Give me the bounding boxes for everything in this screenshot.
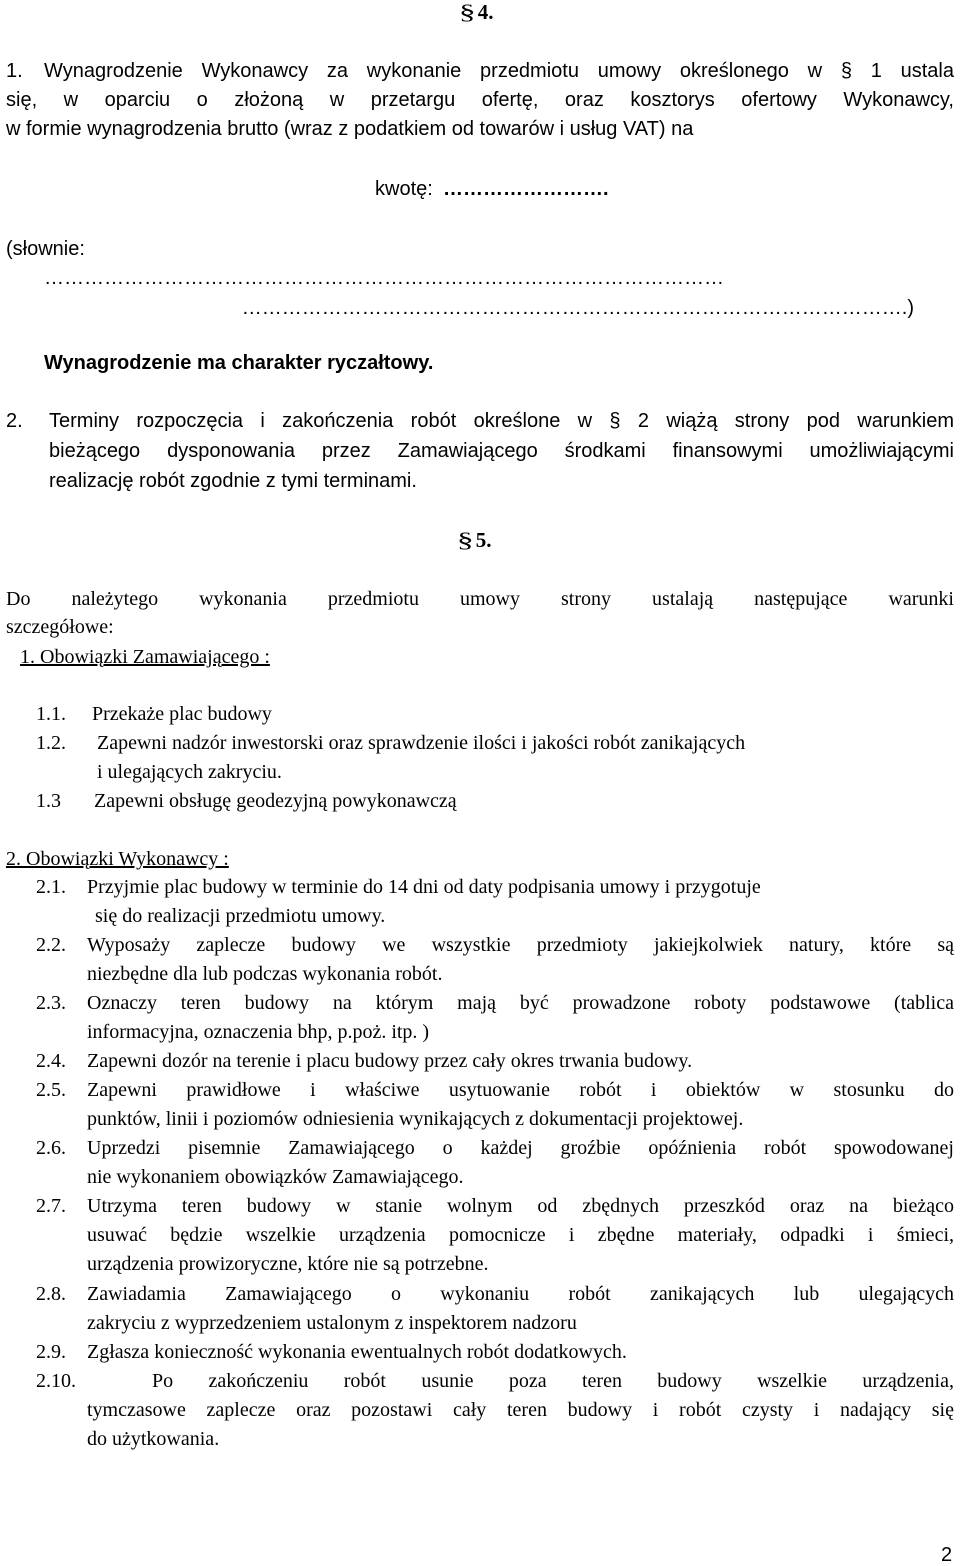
- item-number: 1.1.: [36, 703, 66, 725]
- amount-field: …………………….: [443, 178, 609, 200]
- paragraph-1-line-2: się, w oparciu o złożoną w przetargu ofertę, oraz kosztorys ofertowy Wykonawcy,: [6, 89, 954, 111]
- words-label: (słownie:: [6, 238, 85, 260]
- item-number: 2.7.: [36, 1195, 66, 1217]
- amount-label: kwotę:: [375, 178, 433, 200]
- item-text: Oznaczy teren budowy na którym mają być prowadzone roboty podstawowe (tablica: [87, 992, 954, 1014]
- item-text: Uprzedzi pisemnie Zamawiającego o każdej groźbie opóźnienia robót spowodowanej: [87, 1137, 954, 1159]
- item-text: Zapewni obsługę geodezyjną powykonawczą: [94, 790, 457, 812]
- item-number: 2.5.: [36, 1079, 66, 1101]
- item-text: Wyposaży zaplecze budowy we wszystkie przedmioty jakiejkolwiek natury, które są: [87, 934, 954, 956]
- item-number: 2.3.: [36, 992, 66, 1014]
- item-number: 2.1.: [36, 876, 66, 898]
- item-text: tymczasowe zaplecze oraz pozostawi cały teren budowy i robót czysty i nadający się: [87, 1399, 954, 1421]
- item-number: 1.3: [36, 790, 61, 812]
- item-text: Zapewni nadzór inwestorski oraz sprawdzenie ilości i jakości robót zanikających: [97, 732, 746, 754]
- item-number: 2.2.: [36, 934, 66, 956]
- item-number: 2.4.: [36, 1050, 66, 1072]
- item-text: i ulegających zakryciu.: [97, 761, 282, 783]
- item-text: do użytkowania.: [87, 1428, 220, 1450]
- item-text: usuwać będzie wszelkie urządzenia pomocnicze i zbędne materiały, odpadki i śmieci,: [87, 1224, 954, 1246]
- paragraph-1-line-1: Wynagrodzenie Wykonawcy za wykonanie przedmiotu umowy określonego w § 1 ustala: [44, 60, 954, 82]
- ordering-party-obligations-heading: 1. Obowiązki Zamawiającego :: [20, 646, 270, 668]
- section-symbol: §: [456, 528, 474, 552]
- paragraph-1-number: 1.: [6, 60, 23, 82]
- item-text: się do realizacji przedmiotu umowy.: [95, 905, 386, 927]
- item-text: Zapewni dozór na terenie i placu budowy przez cały okres trwania budowy.: [87, 1050, 693, 1072]
- page-number: 2: [941, 1544, 953, 1566]
- paragraph-2-line-3: realizację robót zgodnie z tymi terminami.: [49, 470, 417, 492]
- item-text: nie wykonaniem obowiązków Zamawiającego.: [87, 1166, 464, 1188]
- section-number: 4.: [477, 0, 494, 24]
- item-text: zakryciu z wyprzedzeniem ustalonym z inspektorem nadzoru: [87, 1312, 577, 1334]
- section-number: 5.: [475, 528, 492, 552]
- section-5-heading: [456, 528, 492, 553]
- item-text: Zawiadamia Zamawiającego o wykonaniu robót zanikających lub ulegających: [87, 1283, 954, 1305]
- item-text: Zapewni prawidłowe i właściwe usytuowanie robót i obiektów w stosunku do: [87, 1079, 954, 1101]
- item-text: urządzenia prowizoryczne, które nie są potrzebne.: [87, 1253, 489, 1275]
- item-number: 1.2.: [36, 732, 66, 754]
- section-symbol: §: [458, 0, 476, 24]
- item-number: 2.8.: [36, 1283, 66, 1305]
- paragraph-1-line-3: w formie wynagrodzenia brutto (wraz z podatkiem od towarów i usług VAT) na: [6, 118, 694, 140]
- contractor-obligations-heading: 2. Obowiązki Wykonawcy :: [6, 848, 229, 870]
- section-5-intro-line-1: Do należytego wykonania przedmiotu umowy strony ustalają następujące warunki: [6, 588, 954, 610]
- paragraph-2-line-2: bieżącego dysponowania przez Zamawiającego środkami finansowymi umożliwiającymi: [49, 440, 954, 462]
- words-dots-line-2: ……………………………………………………………………………………….): [241, 297, 914, 319]
- item-number: 2.9.: [36, 1341, 66, 1363]
- section-5-intro-line-2: szczegółowe:: [6, 616, 114, 638]
- item-text: punktów, linii i poziomów odniesienia wynikających z dokumentacji projektowej.: [87, 1108, 744, 1130]
- item-text: informacyjna, oznaczenia bhp, p.poż. itp. ): [87, 1021, 430, 1043]
- item-text: niezbędne dla lub podczas wykonania robót.: [87, 963, 443, 985]
- item-number: 2.6.: [36, 1137, 66, 1159]
- lump-sum-note: Wynagrodzenie ma charakter ryczałtowy.: [44, 352, 434, 374]
- item-text: Zgłasza konieczność wykonania ewentualnych robót dodatkowych.: [87, 1341, 627, 1363]
- item-text: Po zakończeniu robót usunie poza teren budowy wszelkie urządzenia,: [152, 1370, 954, 1392]
- item-text: Utrzyma teren budowy w stanie wolnym od zbędnych przeszkód oraz na bieżąco: [87, 1195, 954, 1217]
- words-dots-line-1: …………………………………………………………………………………………: [44, 267, 724, 289]
- item-text: Przyjmie plac budowy w terminie do 14 dni od daty podpisania umowy i przygotuje: [87, 876, 761, 898]
- section-4-heading: [458, 0, 494, 25]
- paragraph-2-number: 2.: [6, 410, 23, 432]
- paragraph-2-line-1: Terminy rozpoczęcia i zakończenia robót określone w § 2 wiążą strony pod warunkiem: [49, 410, 954, 432]
- item-number: 2.10.: [36, 1370, 76, 1392]
- item-text: Przekaże plac budowy: [92, 703, 272, 725]
